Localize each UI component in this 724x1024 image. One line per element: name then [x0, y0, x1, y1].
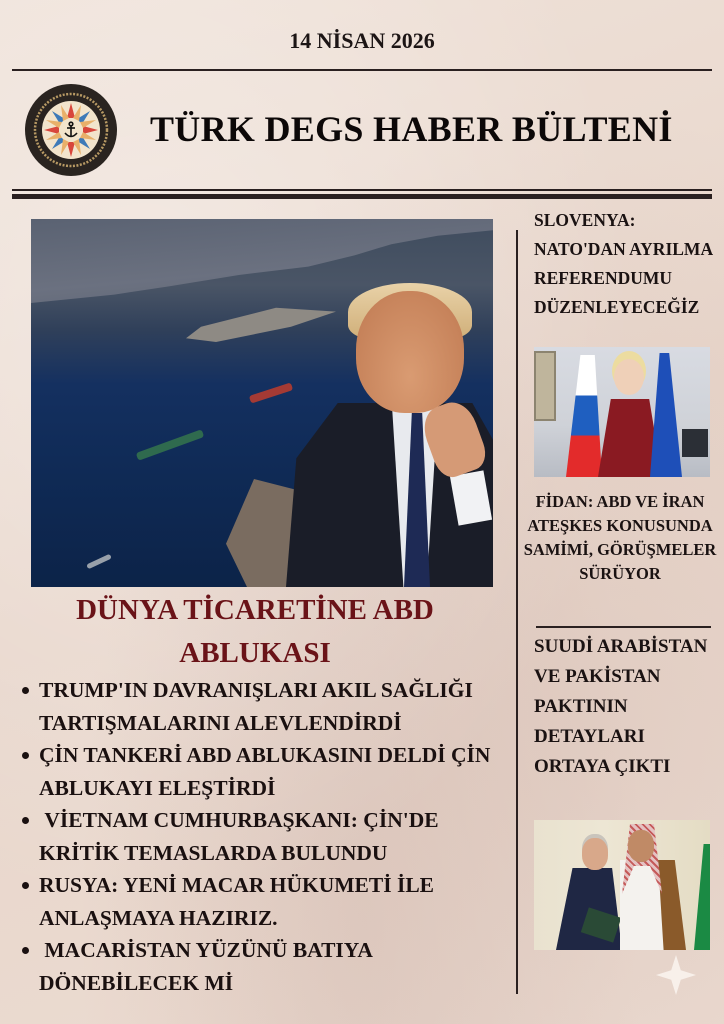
eu-flag [650, 353, 682, 477]
saudi-leader-face [628, 830, 654, 862]
main-story-bullets [18, 674, 508, 999]
bullet-dot-icon [22, 947, 29, 954]
bullet-item [18, 674, 508, 739]
bullet-item [18, 804, 508, 869]
tanker-ship [136, 429, 205, 460]
saudi-flag [694, 844, 710, 950]
slovenia-flag [566, 355, 602, 477]
sidebar-divider [536, 626, 711, 628]
bullet-item [18, 934, 508, 999]
header-divider-top [12, 69, 712, 71]
face [356, 291, 464, 413]
bullet-text: RUSYA: YENİ MACAR HÜKUMETİ İLE ANLAŞMAYA HAZIRIZ. [39, 873, 434, 930]
bullet-text: MACARİSTAN YÜZÜNÜ BATIYA DÖNEBİLECEK Mİ [39, 938, 378, 995]
sidebar-headline-saudi-pakistan: SUUDİ ARABİSTAN VE PAKİSTAN PAKTININ DETAYLARI ORTAYA ÇIKTI [534, 636, 708, 777]
date-line: 14 NİSAN 2026 [289, 28, 435, 53]
sparkle-icon [656, 955, 696, 995]
bullet-dot-icon [22, 882, 29, 889]
compass-anchor-emblem-icon [24, 83, 118, 177]
newsletter-title: TÜRK DEGS HABER BÜLTENİ [150, 109, 673, 149]
header-divider-thin [12, 189, 712, 191]
main-story-photo [31, 219, 493, 587]
sidebar-headline-fidan: FİDAN: ABD VE İRAN ATEŞKES KONUSUNDA SAMİMİ, GÖRÜŞMELER SÜRÜYOR [523, 492, 717, 583]
pakistani-leader-face [582, 838, 608, 870]
sidebar-headline-slovenia: SLOVENYA: NATO'DAN AYRILMA REFERENDUMU DÜZENLEYECEĞİZ [534, 210, 713, 317]
header-divider-thick [12, 194, 712, 199]
saudi-pakistan-photo [534, 820, 710, 950]
bullet-item [18, 739, 508, 804]
bullet-dot-icon [22, 752, 29, 759]
monitor [682, 429, 708, 457]
wall-frame [534, 351, 556, 421]
column-divider [516, 230, 518, 994]
main-headline: DÜNYA TİCARETİNE ABD ABLUKASI [76, 594, 434, 669]
slovenia-photo [534, 347, 710, 477]
bullet-text: VİETNAM CUMHURBAŞKANI: ÇİN'DE KRİTİK TEMASLARDA BULUNDU [39, 808, 444, 865]
bullet-text: ÇİN TANKERİ ABD ABLUKASINI DELDİ ÇİN ABLUKAYI ELEŞTİRDİ [39, 743, 491, 800]
bullet-text: TRUMP'IN DAVRANIŞLARI AKIL SAĞLIĞI TARTIŞMALARINI ALEVLENDİRDİ [39, 678, 473, 735]
bullet-item [18, 869, 508, 934]
bullet-dot-icon [22, 687, 29, 694]
bullet-dot-icon [22, 817, 29, 824]
woman-face [614, 359, 644, 395]
small-boat [86, 554, 112, 570]
trump-figure [286, 283, 493, 587]
